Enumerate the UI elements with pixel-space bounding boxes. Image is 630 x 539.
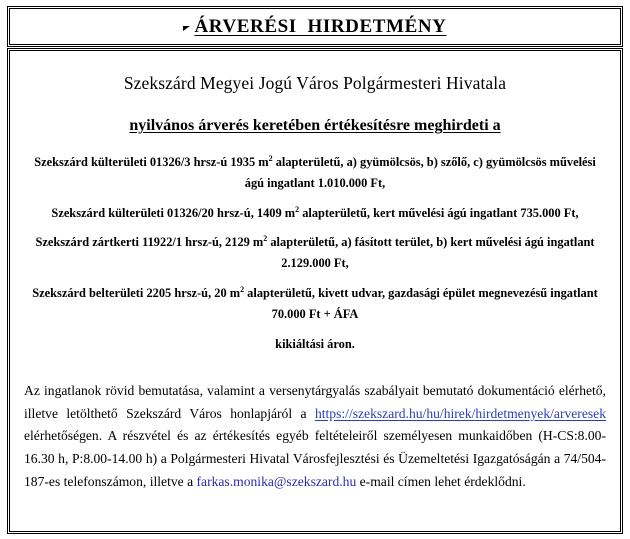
paragraph-part-1: Az ingatlanok rövid bemutatása, valamint a versenytárgyalás szabályait bemutató dokumentáció elérhető, illetve letölthető Szekszárd Város honlapjáról a xyxy=(24,383,606,421)
announcement-subheading: nyilvános árverés keretében értékesítésre meghirdeti a xyxy=(129,117,501,134)
information-paragraph xyxy=(22,380,608,493)
left-triangle-bullet-icon xyxy=(183,26,190,31)
contact-email-link[interactable]: farkas.monika@szekszard.hu xyxy=(196,473,357,489)
property-1-text-before: Szekszárd külterületi 01326/3 hrsz-ú 1935 m xyxy=(34,155,269,169)
property-3-superscript: 2 xyxy=(263,233,268,243)
property-1-superscript: 2 xyxy=(268,153,273,163)
property-4-superscript: 2 xyxy=(240,284,245,294)
property-1-text-after: alapterületű, a) gyümölcsös, b) szőlő, c) gyümölcsös művelési ágú ingatlant 1.010.000 Ft, xyxy=(244,155,596,191)
paragraph-part-3: e-mail címen lehet érdeklődni. xyxy=(356,473,526,489)
page-title: ÁRVERÉSI HIRDETMÉNY xyxy=(194,15,447,37)
property-2-text-after: alapterületű, kert művelési ágú ingatlant 735.000 Ft, xyxy=(299,205,579,220)
property-item-2 xyxy=(22,203,608,224)
title-banner xyxy=(7,6,623,47)
property-2-superscript: 2 xyxy=(295,204,300,214)
starting-price-note: kikiáltási áron. xyxy=(275,337,355,352)
property-3-text-before: Szekszárd zártkerti 11922/1 hrsz-ú, 2129 m xyxy=(35,234,264,249)
property-item-1 xyxy=(22,152,608,195)
property-2-text-before: Szekszárd külterületi 01326/20 hrsz-ú, 1409 m xyxy=(51,205,296,220)
property-4-text-after: alapterületű, kivett udvar, gazdasági épület megnevezésű ingatlant 70.000 Ft + ÁFA xyxy=(244,285,598,321)
auction-website-link[interactable]: https://szekszard.hu/hu/hirek/hirdetmenyek/arveresek xyxy=(314,405,606,421)
document-body xyxy=(7,48,623,534)
property-list xyxy=(22,152,608,325)
property-3-text-after: alapterületű, a) fásított terület, b) kert művelési ágú ingatlant 2.129.000 Ft, xyxy=(267,234,595,271)
property-4-text-before: Szekszárd belterületi 2205 hrsz-ú, 20 m xyxy=(32,285,241,300)
title-line xyxy=(183,16,446,38)
organization-name: Szekszárd Megyei Jogú Város Polgármesteri Hivatala xyxy=(123,73,507,93)
property-item-4 xyxy=(22,283,608,326)
property-item-3 xyxy=(22,232,608,275)
paragraph-part-2: elérhetőségen. A részvétel és az értékesítés egyéb feltételeiről személyesen munkaidőben (H-CS:8.00-16.30 h, P:8.00-14.00 h) a Polgármesteri Hivatal Városfejlesztési és Üzemeltetési Igazgatóságán a 74/504-187-es telefonszámon, illetve a xyxy=(24,428,606,489)
